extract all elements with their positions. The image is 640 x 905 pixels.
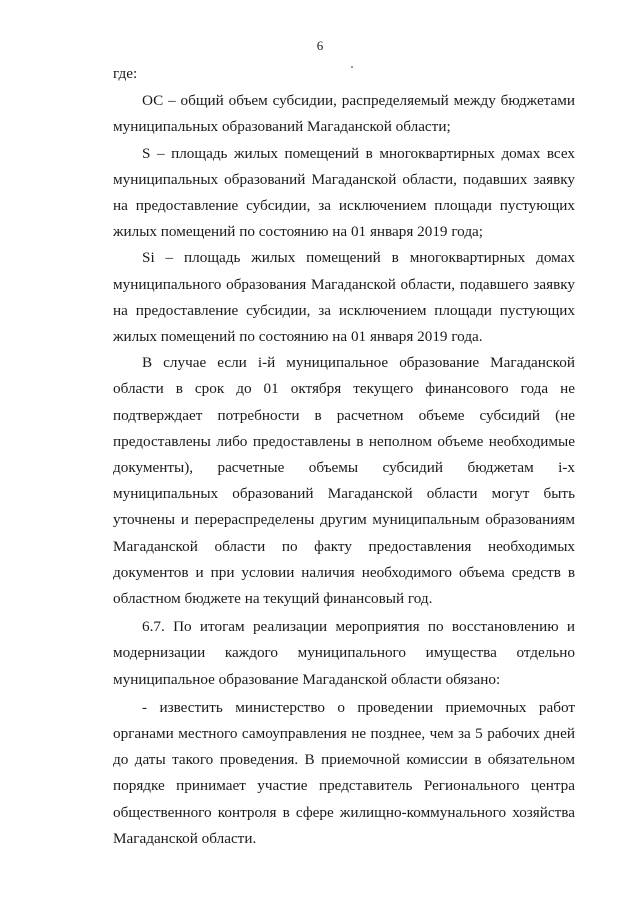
paragraph-where: где: bbox=[113, 65, 138, 82]
page-number: 6 bbox=[316, 38, 324, 53]
document-body bbox=[113, 61, 575, 852]
paragraph-section-6-7: 6.7. По итогам реализации мероприятия по восстановлению и модернизации каждого муниципального имущества отдельно муниципальное образование Магаданской области обязано: bbox=[113, 618, 575, 688]
paragraph-notification-item: - известить министерство о проведении приемочных работ органами местного самоуправления не позднее, чем за 5 рабочих дней до даты такого проведения. В приемочной комиссии в обязательном порядке принимает участие представитель Регионального центра общественного контроля в сфере жилищно-коммунального хозяйства Магаданской области. bbox=[113, 698, 575, 847]
paragraph-s-definition: S – площадь жилых помещений в многоквартирных домах всех муниципальных образований Магаданской области, подавших заявку на предоставление субсидии, за исключением площади пустующих жилых помещений по состоянию на 01 января 2019 года; bbox=[113, 144, 575, 241]
paragraph-redistribution: В случае если i-й муниципальное образование Магаданской области в срок до 01 октября текущего финансового года не подтверждает потребности в расчетном объеме субсидий (не предоставлены либо предоставлены в неполном объеме необходимые документы), расчетные объемы субсидий бюджетам i-х муниципальных образований Магаданской области могут быть уточнены и перераспределены другим муниципальным образованиям Магаданской области по факту предоставления необходимых документов и при условии наличия необходимого объема средств в областном бюджете на текущий финансовый год. bbox=[113, 354, 575, 608]
paragraph-si-definition: Si – площадь жилых помещений в многоквартирных домах муниципального образования Магаданской области, подавшего заявку на предоставление субсидии, за исключением площади пустующих жилых помещений по состоянию на 01 января 2019 года. bbox=[113, 249, 575, 346]
paragraph-os-definition: ОС – общий объем субсидии, распределяемый между бюджетами муниципальных образований Магаданской области; bbox=[113, 92, 575, 136]
